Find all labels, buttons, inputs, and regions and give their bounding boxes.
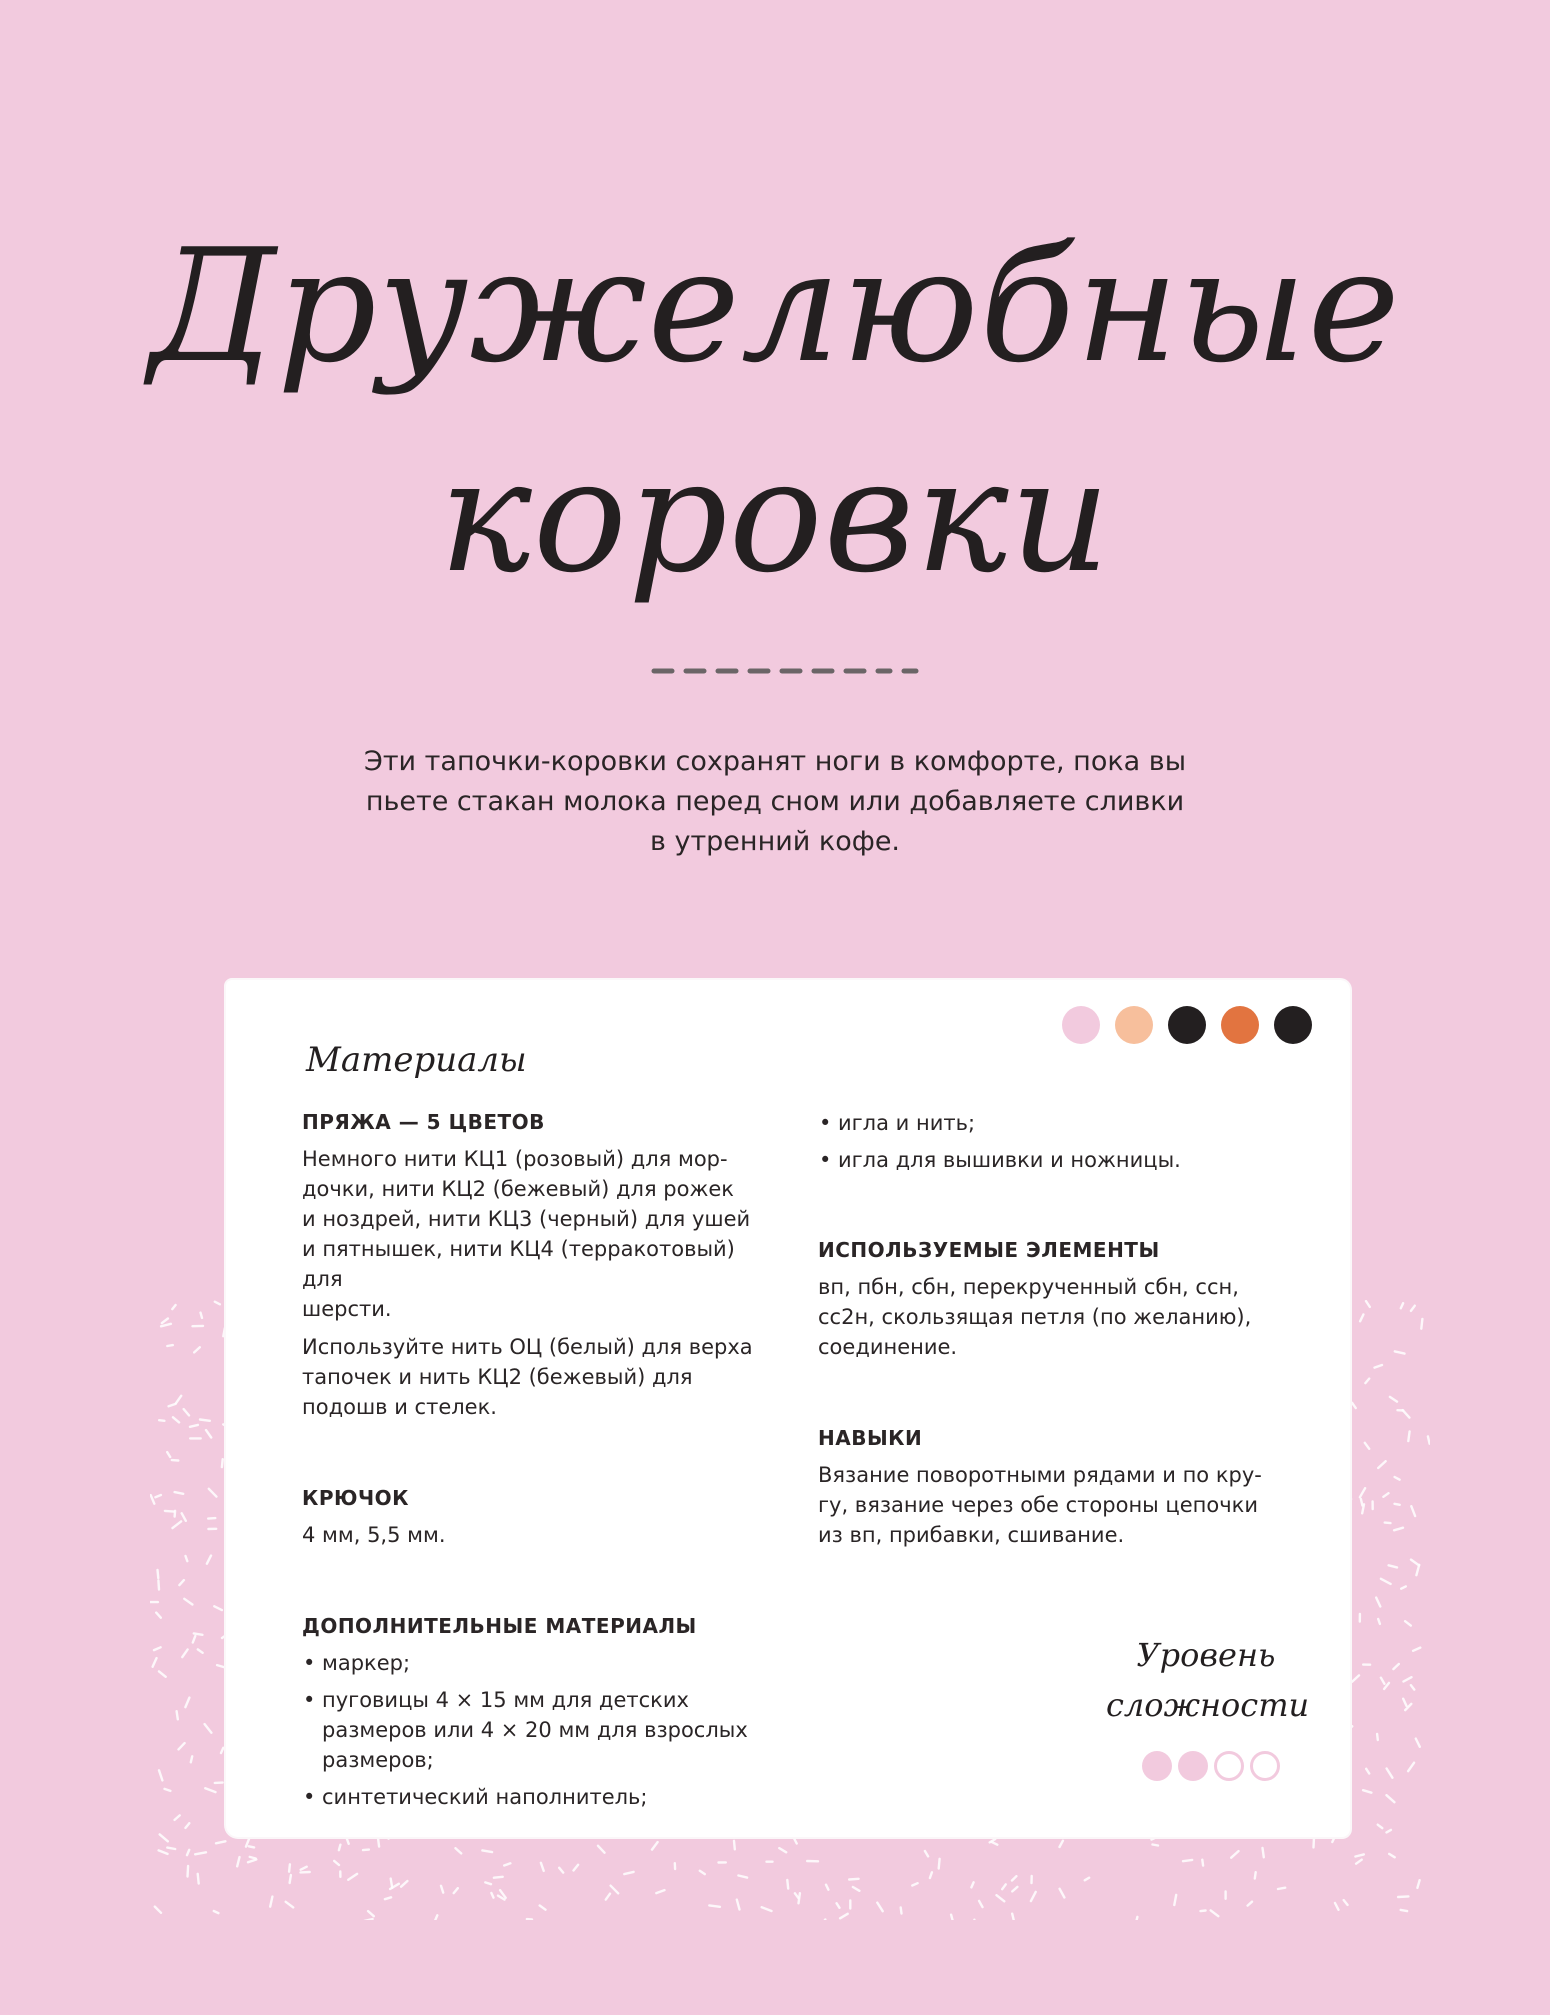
- materials-left-column: [302, 1110, 762, 1819]
- hook-text: 4 мм, 5,5 мм.: [302, 1523, 446, 1547]
- intro-paragraph: [330, 742, 1220, 862]
- text-line: подошв и стелек.: [302, 1395, 497, 1419]
- extra-materials-list-continued: [818, 1108, 1288, 1175]
- list-item: • игла и нить;: [818, 1108, 1288, 1138]
- list-item: • игла для вышивки и ножницы.: [818, 1145, 1288, 1175]
- stitches-text: [818, 1272, 1288, 1362]
- color-swatch: [1274, 1006, 1312, 1044]
- extra-materials-heading: ДОПОЛНИТЕЛЬНЫЕ МАТЕРИАЛЫ: [302, 1614, 697, 1638]
- difficulty-label-line: сложности: [1106, 1686, 1310, 1724]
- materials-right-column: [818, 1108, 1288, 1558]
- yarn-heading: ПРЯЖА — 5 ЦВЕТОВ: [302, 1110, 545, 1134]
- list-item: • маркер;: [302, 1648, 762, 1678]
- text-line: гу, вязание через обе стороны цепочки: [818, 1493, 1258, 1517]
- dashed-divider: [650, 664, 920, 678]
- yarn-paragraph-2: [302, 1332, 762, 1422]
- difficulty-label: [1106, 1630, 1310, 1730]
- text-line: Вязание поворотными рядами и по кру-: [818, 1463, 1262, 1487]
- difficulty-rating: [1142, 1751, 1280, 1781]
- stitches-heading: ИСПОЛЬЗУЕМЫЕ ЭЛЕМЕНТЫ: [818, 1238, 1160, 1262]
- difficulty-dot-filled: [1178, 1751, 1208, 1781]
- list-item: • синтетический наполнитель;: [302, 1782, 762, 1812]
- difficulty-label-line: Уровень: [1136, 1636, 1276, 1674]
- text-line: дочки, нити КЦ2 (бежевый) для рожек: [302, 1177, 734, 1201]
- text-line: и ноздрей, нити КЦ3 (черный) для ушей: [302, 1207, 751, 1231]
- intro-line: Эти тапочки-коровки сохранят ноги в комфорте, пока вы: [363, 746, 1187, 777]
- intro-line: пьете стакан молока перед сном или добавляете сливки: [365, 786, 1185, 817]
- skills-heading: НАВЫКИ: [818, 1426, 923, 1450]
- color-swatches: [1062, 1006, 1312, 1044]
- color-swatch: [1221, 1006, 1259, 1044]
- text-line: соединение.: [818, 1335, 958, 1359]
- text-line: вп, пбн, сбн, перекрученный сбн, ссн,: [818, 1275, 1239, 1299]
- color-swatch: [1168, 1006, 1206, 1044]
- difficulty-dot-filled: [1142, 1751, 1172, 1781]
- text-line: Немного нити КЦ1 (розовый) для мор-: [302, 1147, 728, 1171]
- hook-heading: КРЮЧОК: [302, 1486, 409, 1510]
- text-line: и пятнышек, нити КЦ4 (терракотовый) для: [302, 1237, 735, 1291]
- color-swatch: [1062, 1006, 1100, 1044]
- text-line: тапочек и нить КЦ2 (бежевый) для: [302, 1365, 693, 1389]
- text-line: сс2н, скользящая петля (по желанию),: [818, 1305, 1252, 1329]
- materials-card: [226, 980, 1350, 1837]
- intro-line: в утренний кофе.: [649, 826, 901, 857]
- skills-text: [818, 1460, 1288, 1550]
- color-swatch: [1115, 1006, 1153, 1044]
- text-line: Используйте нить ОЦ (белый) для верха: [302, 1335, 753, 1359]
- yarn-paragraph-1: [302, 1144, 762, 1324]
- text-line: шерсти.: [302, 1297, 392, 1321]
- text-line: из вп, прибавки, сшивание.: [818, 1523, 1125, 1547]
- materials-heading: Материалы: [306, 1040, 527, 1080]
- difficulty-dot-empty: [1250, 1751, 1280, 1781]
- page-title-line-2: коровки: [438, 425, 1112, 607]
- list-item: • пуговицы 4 × 15 мм для детских размеров или 4 × 20 мм для взрослых размеров;: [302, 1685, 762, 1775]
- extra-materials-list: [302, 1648, 762, 1812]
- page-title-line-1: Дружелюбные: [149, 215, 1401, 397]
- difficulty-dot-empty: [1214, 1751, 1244, 1781]
